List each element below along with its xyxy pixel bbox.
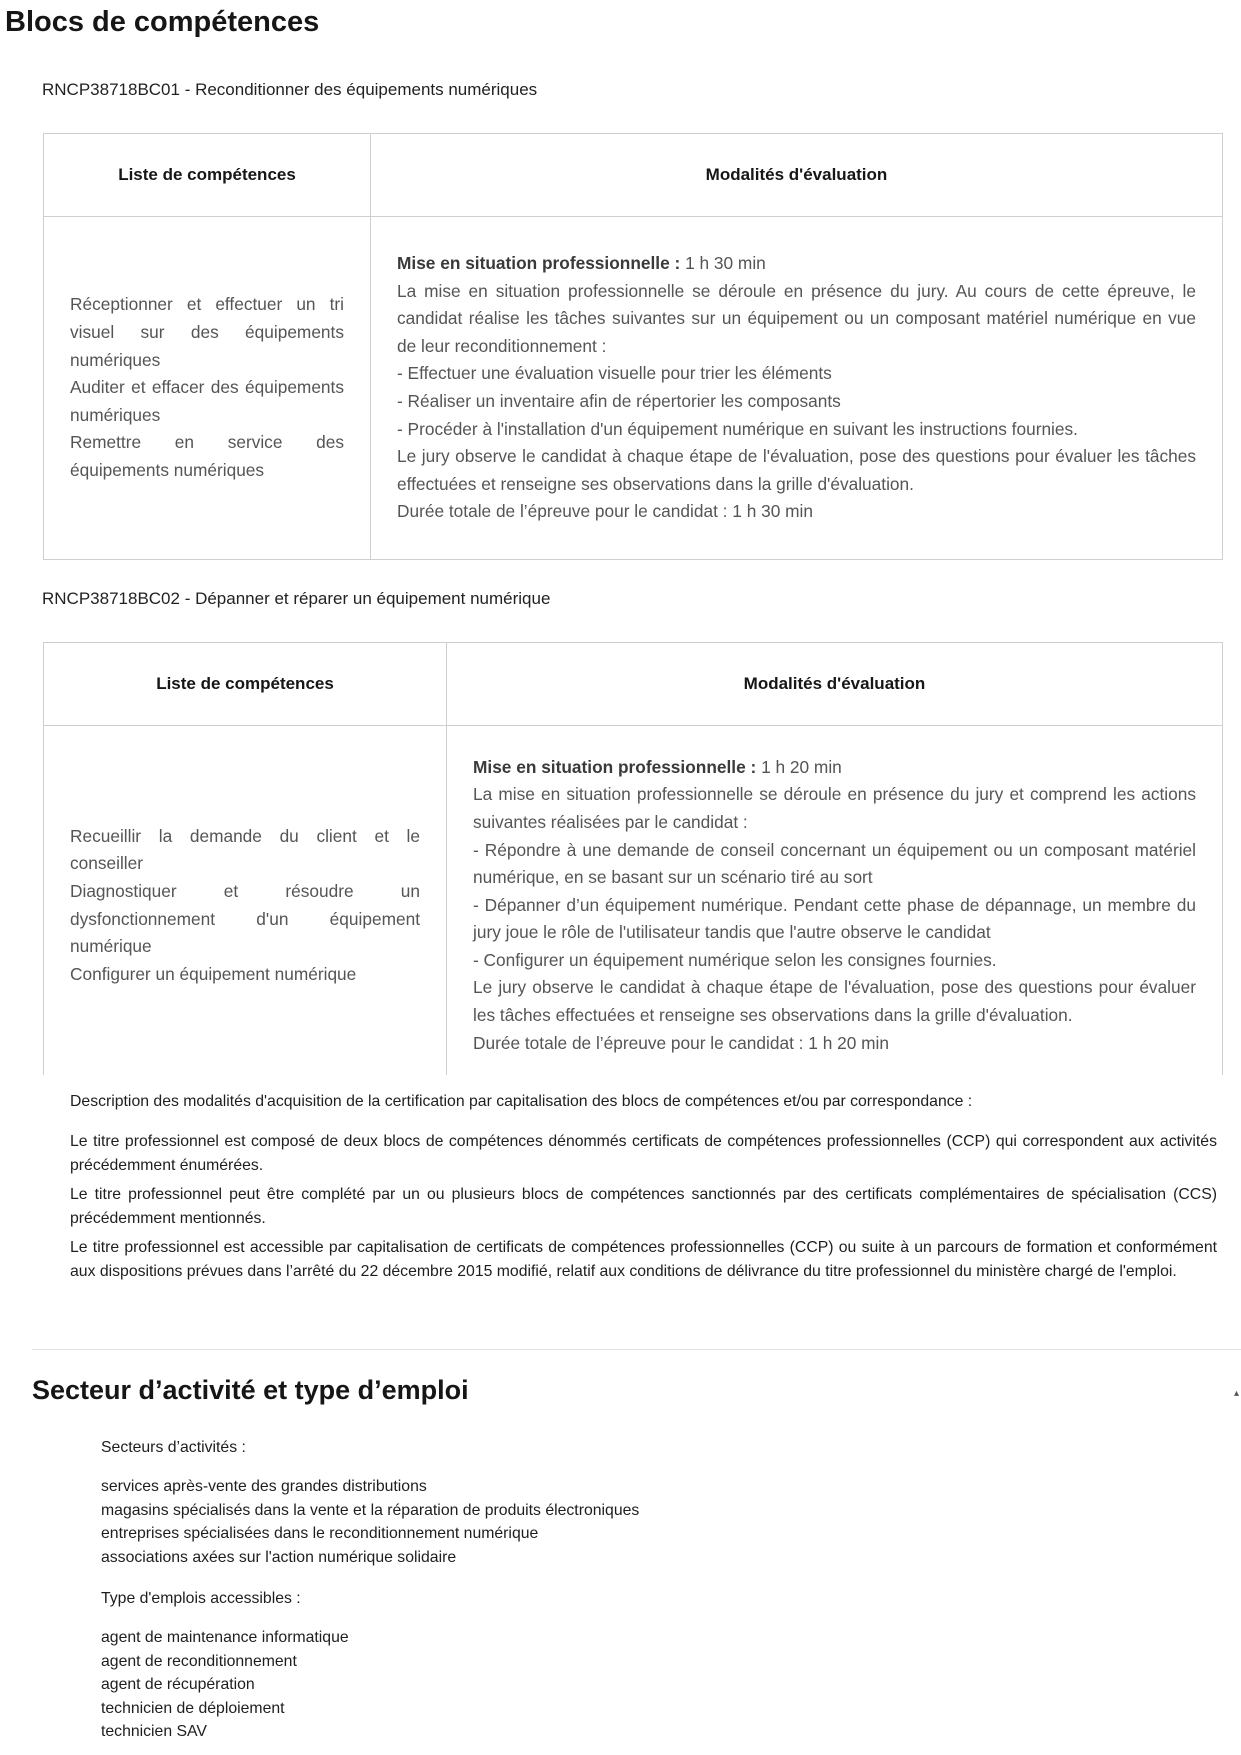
sector-item: associations axées sur l'action numérique solidaire [101, 1548, 457, 1566]
col-header-modalites: Modalités d'évaluation [371, 134, 1223, 217]
eval-line: Durée totale de l’épreuve pour le candidat : 1 h 30 min [397, 501, 813, 522]
col-header-modalites: Modalités d'évaluation [447, 643, 1223, 726]
jobs-list [101, 1626, 349, 1744]
eval-line: - Procéder à l'installation d'un équipement numérique en suivant les instructions fournies. [397, 418, 1078, 439]
caret-icon[interactable]: ▴ [1234, 1388, 1240, 1399]
sectors-list [101, 1475, 639, 1569]
eval-duration: 1 h 30 min [680, 253, 766, 274]
acquisition-paragraph-1: Le titre professionnel est composé de deux blocs de compétences dénommés certificats de compétences professionnelles (CCP) qui correspondent aux activités précédemment énumérées. [70, 1133, 1217, 1174]
competence-item: Diagnostiquer et résoudre un dysfonctionnement d'un équipement numérique [70, 880, 420, 957]
page-title: Blocs de compétences [5, 6, 320, 38]
eval-heading [397, 250, 1196, 278]
eval-label: Mise en situation professionnelle : [473, 756, 757, 777]
sector-item: magasins spécialisés dans la vente et la réparation de produits électroniques [101, 1501, 640, 1519]
eval-line: Durée totale de l’épreuve pour le candidat : 1 h 20 min [473, 1032, 889, 1053]
eval-line: Le jury observe le candidat à chaque étape de l'évaluation, pose des questions pour évaluer les tâches effectuées et renseigne ses observations dans la grille d'évaluation. [397, 446, 1196, 494]
job-item: agent de récupération [101, 1676, 255, 1693]
competence-item: Remettre en service des équipements numériques [70, 432, 344, 480]
sector-item: services après-vente des grandes distributions [101, 1478, 427, 1495]
eval-label: Mise en situation professionnelle : [397, 253, 681, 274]
competence-item: Configurer un équipement numérique [70, 963, 357, 984]
competence-item: Auditer et effacer des équipements numériques [70, 377, 344, 425]
eval-duration: 1 h 20 min [756, 756, 842, 777]
eval-line: - Répondre à une demande de conseil concernant un équipement ou un composant matériel numérique, en se basant sur un scénario tiré au sort [473, 839, 1196, 888]
acquisition-paragraph-3: Le titre professionnel est accessible par capitalisation de certificats de compétences professionnelles (CCP) ou suite à un parcours de formation et conformément aux dispositions prévues dans l’arrêté du 22 décembre 2015 modifié, relatif aux conditions de délivrance du titre professionnel du ministère chargé de l'emploi. [70, 1239, 1217, 1280]
eval-line: - Dépanner d’un équipement numérique. Pendant cette phase de dépannage, un membre du jury joue le rôle de l'utilisateur tandis que l'autre observe le candidat [473, 894, 1196, 943]
eval-heading [473, 754, 1196, 782]
job-item: technicien de déploiement [101, 1699, 285, 1717]
eval-line: La mise en situation professionnelle se déroule en présence du jury et comprend les actions suivantes réalisées par le candidat : [473, 784, 1196, 832]
eval-line: Le jury observe le candidat à chaque étape de l'évaluation, pose des questions pour évaluer les tâches effectuées et renseigne ses observations dans la grille d'évaluation. [473, 977, 1196, 1026]
eval-line: - Effectuer une évaluation visuelle pour trier les éléments [397, 363, 832, 384]
competence-item: Recueillir la demande du client et le conseiller [70, 825, 420, 874]
block-2-table [43, 642, 1223, 1086]
sectors-label: Secteurs d’activités : [101, 1439, 246, 1456]
col-header-competences: Liste de compétences [44, 134, 371, 217]
competences-cell [44, 217, 371, 560]
block-2-title: RNCP38718BC02 - Dépanner et réparer un équipement numérique [42, 589, 551, 608]
job-item: agent de maintenance informatique [101, 1629, 349, 1646]
block-1-table [43, 133, 1223, 560]
block-1-title: RNCP38718BC01 - Reconditionner des équipements numériques [42, 80, 538, 99]
col-header-competences: Liste de compétences [44, 643, 447, 726]
eval-line: - Réaliser un inventaire afin de répertorier les composants [397, 391, 841, 411]
competences-cell [44, 726, 447, 1086]
competence-item: Réceptionner et effectuer un tri visuel sur des équipements numériques [70, 294, 344, 370]
evaluation-cell [371, 217, 1223, 560]
job-item: technicien SAV [101, 1723, 207, 1740]
section-title-secteur: Secteur d’activité et type d’emploi [32, 1375, 469, 1405]
eval-line: La mise en situation professionnelle se déroule en présence du jury. Au cours de cette épreuve, le candidat réalise les tâches suivantes sur un équipement ou un composant matériel numérique en vue de leur reconditionnement : [397, 280, 1196, 356]
sector-item: entreprises spécialisées dans le reconditionnement numérique [101, 1525, 539, 1542]
job-item: agent de reconditionnement [101, 1652, 297, 1670]
acquisition-heading: Description des modalités d'acquisition de la certification par capitalisation des blocs de compétences et/ou par correspondance : [70, 1093, 973, 1110]
section-divider [32, 1349, 1241, 1350]
acquisition-paragraph-2: Le titre professionnel peut être complété par un ou plusieurs blocs de compétences sanctionnés par des certificats complémentaires de spécialisation (CCS) précédemment mentionnés. [70, 1186, 1217, 1227]
eval-line: - Configurer un équipement numérique selon les consignes fournies. [473, 949, 997, 970]
evaluation-cell [447, 726, 1223, 1086]
jobs-label: Type d'emplois accessibles : [101, 1590, 301, 1607]
